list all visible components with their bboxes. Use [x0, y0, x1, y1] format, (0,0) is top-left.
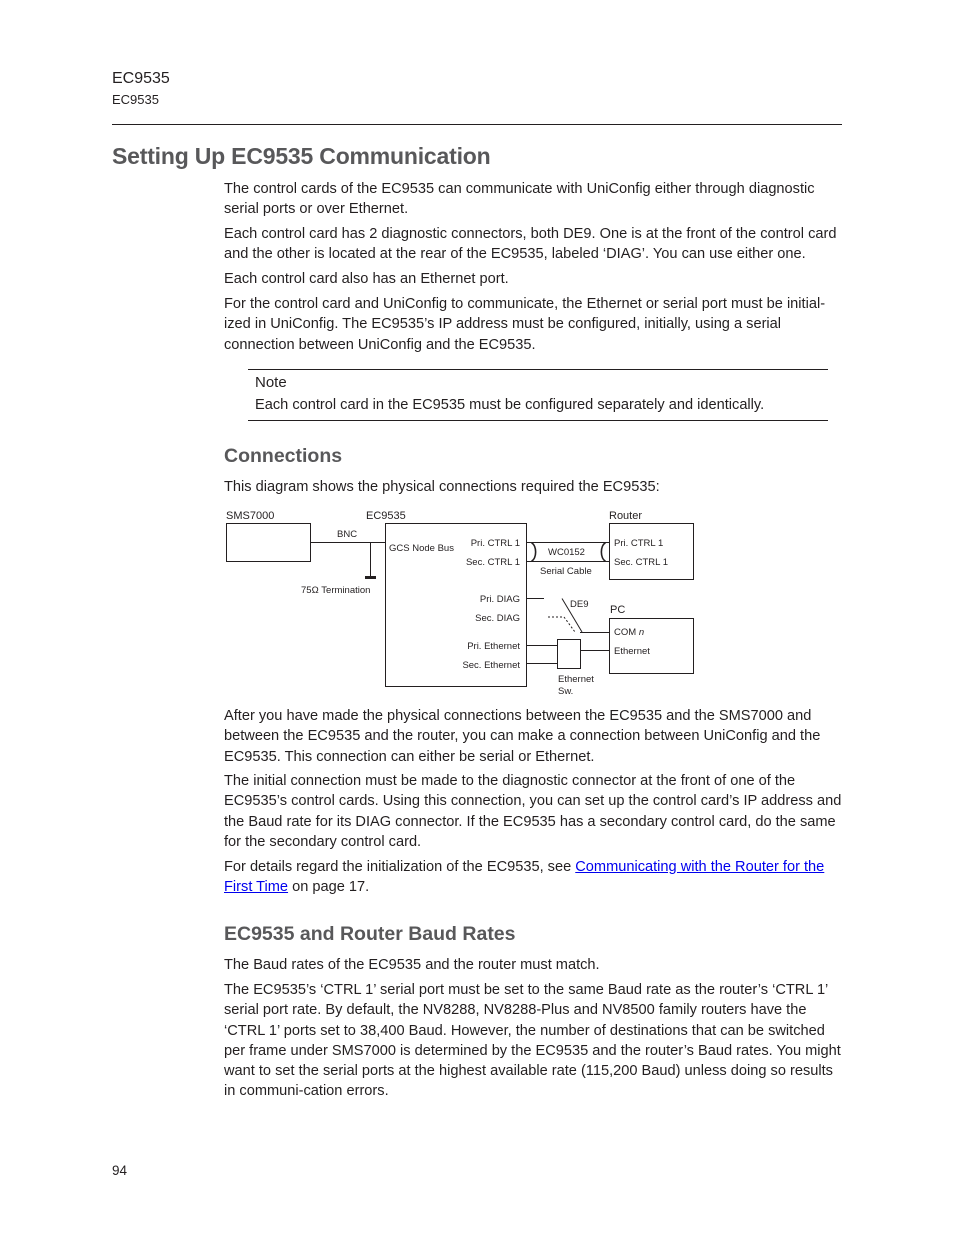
note-box	[248, 369, 828, 421]
header-rule	[112, 124, 842, 125]
sec-diag-branch	[564, 617, 575, 632]
connections-heading: Connections	[224, 445, 343, 467]
router-sec-ctrl-label: Sec. CTRL 1	[614, 557, 669, 568]
ethernet-switch-label-2: Sw.	[558, 686, 574, 697]
gcs-node-bus-label: GCS Node Bus	[389, 543, 454, 554]
serial-cable-label: Serial Cable	[540, 566, 592, 577]
pri-diag-branch	[562, 599, 582, 633]
pc-ethernet-label: Ethernet	[614, 646, 650, 657]
intro-paragraph-4: For the control card and UniConfig to communicate, the Ethernet or serial port must be initial-ized in UniConfig. The EC9535’s IP address must be configured, initially, using a serial connection between UniConfig and the EC9535.	[224, 296, 826, 353]
page-number: 94	[112, 1163, 128, 1178]
ethernet-switch-label-1: Ethernet	[558, 674, 594, 685]
running-header-title: EC9535	[112, 70, 170, 87]
sec-diag-label: Sec. DIAG	[475, 613, 520, 624]
ec9535-box	[386, 524, 527, 687]
running-header-subtitle: EC9535	[112, 92, 159, 107]
intro-paragraph-3: Each control card also has an Ethernet port.	[224, 271, 509, 287]
router-label: Router	[609, 510, 643, 522]
intro-paragraph-1: The control cards of the EC9535 can communicate with UniConfig either through diagnostic serial ports or over Ethernet.	[224, 181, 815, 218]
first-time-link[interactable]: Communicating with the Router for the First Time	[224, 859, 825, 896]
com-n-label: COM n	[614, 627, 645, 638]
cable-bracket-left	[532, 543, 536, 561]
sec-ethernet-label: Sec. Ethernet	[462, 660, 520, 671]
pc-box	[610, 619, 694, 674]
after-paragraph-2: The initial connection must be made to the diagnostic connector at the front of one of the EC9535’s control cards. Using this connection, you can set up the control card’s IP address and the Baud rate for its DIAG connector. If the EC9535 has a secondary control card, do the same for the secondary control card.	[224, 773, 842, 850]
wc0152-label: WC0152	[548, 547, 585, 558]
pri-ethernet-label: Pri. Ethernet	[467, 641, 520, 652]
ethernet-switch-box	[558, 640, 581, 669]
intro-paragraph-2: Each control card has 2 diagnostic connectors, both DE9. One is at the front of the control card and the other is located at the rear of the EC9535, labeled ‘DIAG’. You can use either one.	[224, 226, 837, 263]
page-title: Setting Up EC9535 Communication	[112, 143, 491, 169]
ec9535-label: EC9535	[366, 510, 406, 522]
sms7000-label: SMS7000	[226, 510, 275, 522]
sms7000-box	[227, 524, 311, 562]
connections-lead: This diagram shows the physical connections required the EC9535:	[224, 479, 660, 495]
cable-bracket-right	[601, 543, 605, 561]
sec-ctrl-label: Sec. CTRL 1	[465, 557, 520, 568]
router-pri-ctrl-label: Pri. CTRL 1	[614, 538, 664, 549]
pri-diag-label: Pri. DIAG	[479, 594, 520, 605]
note-text: Each control card in the EC9535 must be configured separately and identically.	[255, 397, 765, 413]
note-label: Note	[255, 374, 287, 391]
baud-rates-heading: EC9535 and Router Baud Rates	[224, 923, 516, 945]
termination-label: 75Ω Termination	[301, 585, 371, 596]
details-paragraph: For details regard the initialization of the EC9535, see Communicating with the Router for the First Time on page 17.	[224, 859, 825, 896]
termination-block	[365, 576, 376, 579]
pri-ctrl-label: Pri. CTRL 1	[470, 538, 520, 549]
after-paragraph-1: After you have made the physical connections between the EC9535 and the SMS7000 and between the EC9535 and the router, you can make a connection between UniConfig and the EC9535. This connection can either be serial or Ethernet.	[224, 708, 821, 765]
pc-label: PC	[610, 604, 626, 616]
baud-paragraph-2: The EC9535’s ‘CTRL 1’ serial port must be set to the same Baud rate as the router’s ‘CTRL 1’ serial port rate. By default, the NV8288, NV8288-Plus and NV8500 family routers have the ‘CTRL 1’ ports set to 38,400 Baud. However, the number of destinations that can be switched per frame under SMS7000 is determined by the EC9535 and the router’s Baud rates. You might want to set the serial ports at the highest available rate (115,200 Baud) unless doing so results in communi-cation errors.	[224, 982, 841, 1100]
baud-paragraph-1: The Baud rates of the EC9535 and the router must match.	[224, 957, 600, 973]
bnc-label: BNC	[337, 529, 358, 540]
router-box	[610, 524, 694, 580]
de9-label: DE9	[570, 599, 589, 610]
